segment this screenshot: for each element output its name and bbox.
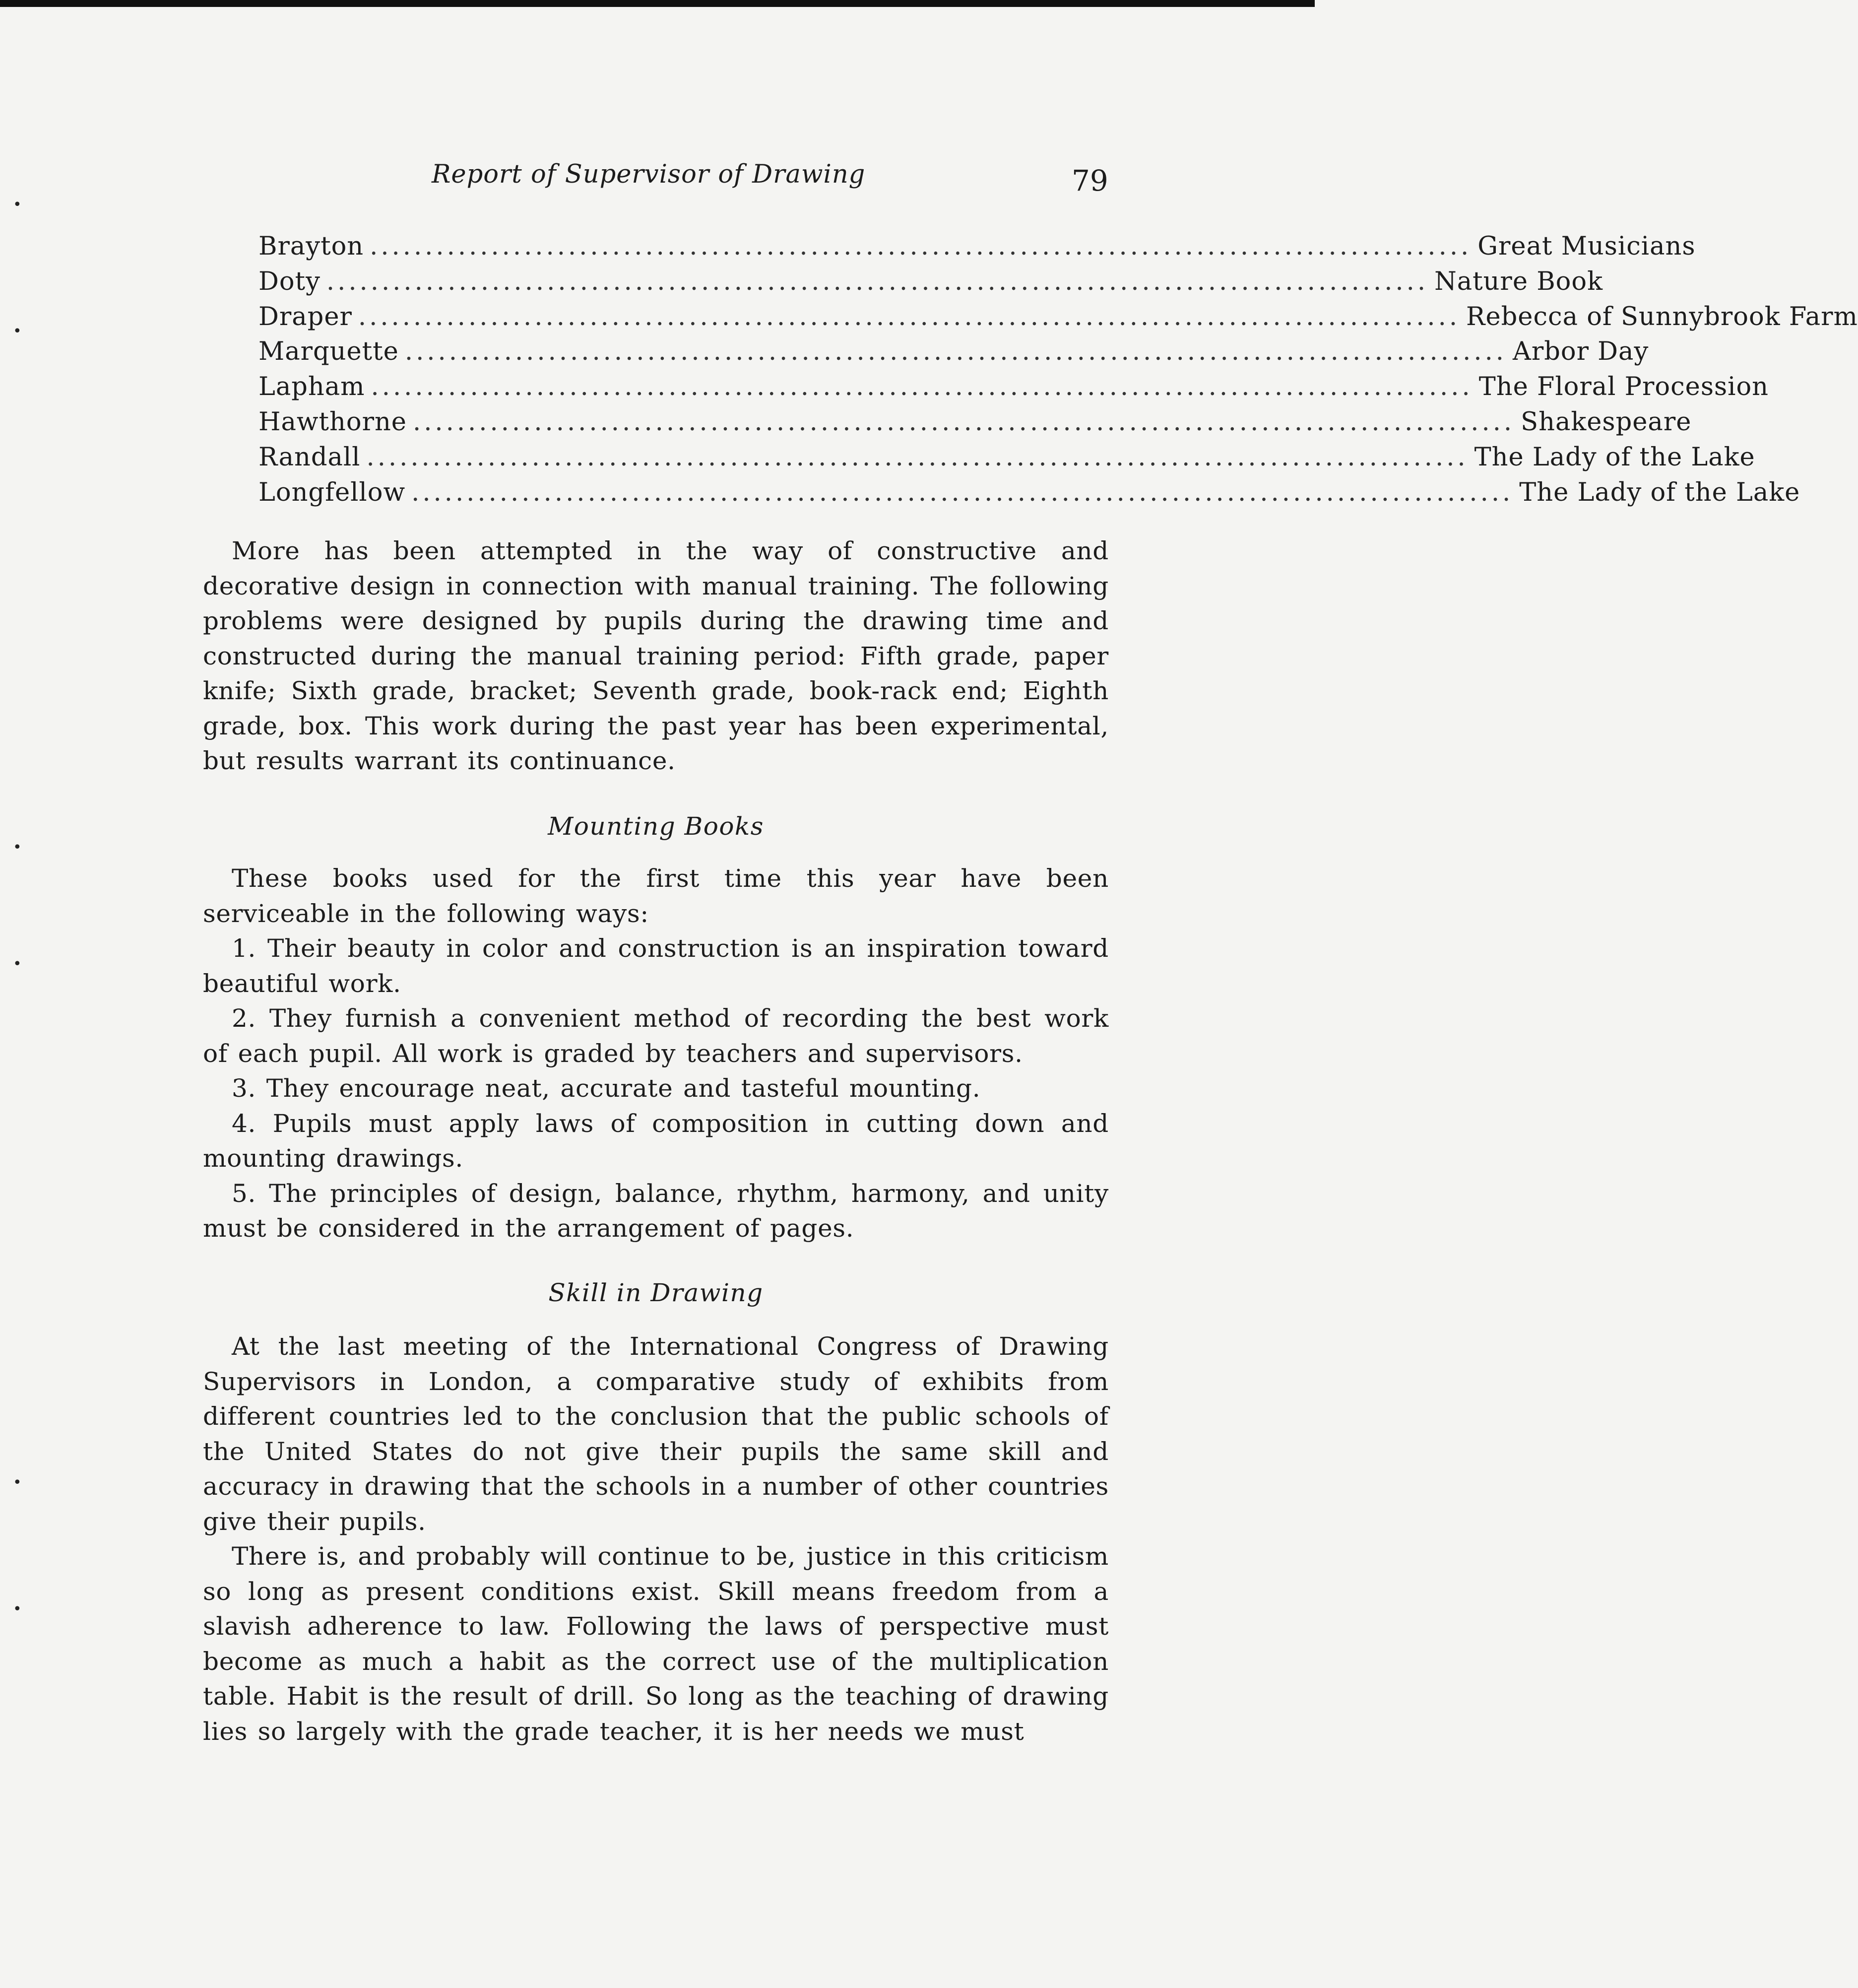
margin-speck: •	[13, 955, 22, 973]
exhibit-school: Marquette	[258, 337, 399, 367]
exhibit-title: Nature Book	[1434, 266, 1603, 296]
mounting-books-item: 3. They encourage neat, accurate and tasteful mounting.	[232, 1074, 981, 1103]
exhibit-title: Rebecca of Sunnybrook Farm	[1466, 302, 1858, 331]
exhibit-school: Lapham	[258, 372, 365, 402]
exhibit-school: Brayton	[258, 232, 364, 261]
exhibit-school: Draper	[258, 302, 352, 331]
exhibit-title: The Lady of the Lake	[1519, 477, 1800, 507]
exhibit-school: Randall	[258, 442, 361, 472]
exhibit-school: Longfellow	[258, 477, 406, 507]
mounting-books-intro: These books used for the first time this year have been serviceable in the following ways:	[203, 864, 1109, 928]
margin-speck: •	[13, 1474, 22, 1491]
exhibit-title: Arbor Day	[1513, 337, 1649, 367]
exhibit-row	[258, 302, 1858, 337]
exhibit-row	[258, 477, 1800, 513]
skill-in-drawing-heading: Skill in Drawing	[548, 1278, 764, 1307]
margin-speck: •	[13, 1600, 22, 1618]
page-number: 79	[1072, 164, 1108, 198]
exhibit-title: The Floral Procession	[1478, 372, 1769, 402]
dot-leader: ....................................................................................................	[358, 302, 1461, 331]
exhibit-row	[258, 407, 1692, 443]
exhibit-row	[258, 266, 1603, 302]
top-border-rule	[0, 0, 1315, 7]
exhibit-row	[258, 442, 1755, 478]
dot-leader: ....................................................................................................	[413, 407, 1515, 437]
mounting-books-item: 5. The principles of design, balance, rhythm, harmony, and unity must be considered in the arrangement of pages.	[203, 1179, 1109, 1243]
mounting-books-heading: Mounting Books	[548, 812, 764, 841]
skill-paragraph: At the last meeting of the International Congress of Drawing Supervisors in London, a comparative study of exhibits from different countries led to the conclusion that the public schools of the United States do not give their pupils the same skill and accuracy in drawing that the schools in a number of other countries give their pupils.	[203, 1332, 1109, 1536]
margin-speck: •	[13, 839, 22, 856]
exhibit-school: Doty	[258, 266, 320, 296]
dot-leader: ....................................................................................................	[326, 266, 1429, 296]
mounting-books-item: 1. Their beauty in color and construction is an inspiration toward beautiful work.	[203, 934, 1109, 998]
margin-speck: •	[13, 196, 22, 213]
exhibit-school: Hawthorne	[258, 407, 407, 437]
mounting-books-item: 2. They furnish a convenient method of recording the best work of each pupil. All work is graded by teachers and supervisors.	[203, 1004, 1109, 1068]
exhibit-row	[258, 372, 1769, 407]
dot-leader: ....................................................................................................	[411, 477, 1514, 507]
exhibit-row	[258, 337, 1649, 372]
exhibit-title: Shakespeare	[1521, 407, 1692, 437]
margin-speck: •	[13, 323, 22, 340]
design-paragraph: More has been attempted in the way of constructive and decorative design in connection with manual training. The following problems were designed by pupils during the drawing time and constructed during the manual training period: Fifth grade, paper knife; Sixth grade, bracket; Seventh grade, book-rack end; Eighth grade, box. This work during the past year has been experimental, but results warrant its continuance.	[203, 536, 1109, 775]
dot-leader: ....................................................................................................	[370, 232, 1472, 261]
design-section	[203, 533, 1109, 779]
dot-leader: ....................................................................................................	[371, 372, 1473, 402]
exhibit-title: The Lady of the Lake	[1474, 442, 1755, 472]
mounting-books-section	[203, 861, 1109, 1246]
dot-leader: ....................................................................................................	[404, 337, 1507, 367]
exhibit-list	[258, 232, 1858, 513]
skill-in-drawing-section	[203, 1329, 1109, 1749]
exhibit-title: Great Musicians	[1477, 232, 1696, 261]
skill-paragraph: There is, and probably will continue to be, justice in this criticism so long as present conditions exist. Skill means freedom from a slavish adherence to law. Following the laws of perspective must become as much a habit as the correct use of the multiplication table. Habit is the result of drill. So long as the teaching of drawing lies so largely with the grade teacher, it is her needs we must	[203, 1542, 1109, 1746]
dot-leader: ....................................................................................................	[366, 442, 1469, 472]
mounting-books-item: 4. Pupils must apply laws of composition in cutting down and mounting drawings.	[203, 1109, 1109, 1173]
exhibit-row	[258, 232, 1696, 267]
running-head: Report of Supervisor of Drawing	[432, 160, 866, 189]
